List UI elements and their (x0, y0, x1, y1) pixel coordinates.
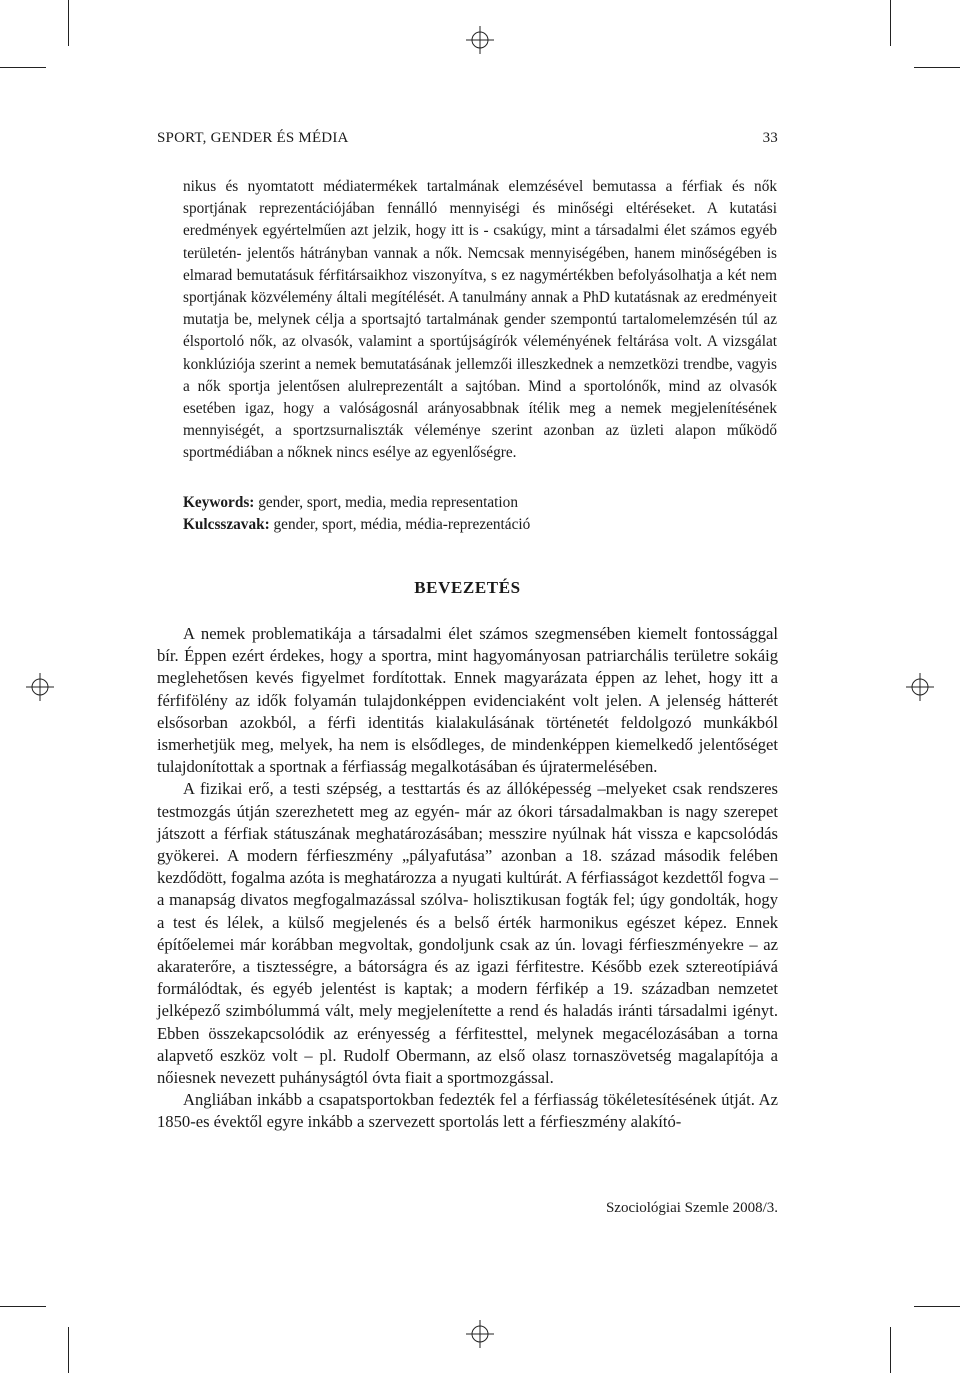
abstract: nikus és nyomtatott médiatermékek tartalmának elemzésével bemutassa a férfiak és nők sportjának reprezentációjában fennálló mennyiségi és minőségi eltéréseket. A kutatási eredmények egyértelműen azt jelzik, hogy itt is - csakúgy, mint a társadalmi élet számos egyéb területén- jelentős hátrányban vannak a nők. Nemcsak mennyiségében, hanem minőségében is elmarad bemutatásuk férfitársaikhoz viszonyítva, s ez nagymértékben befolyásolhatja a két nem sportjának közvélemény általi megítélését. A tanulmány annak a PhD kutatásnak az eredményeit mutatja be, melynek célja a sportsajtó tartalmának gender szempontú tartalomelemzésén túl az élsportoló nők, az olvasók, valamint a sportújságírók véleményének feltárása volt. A vizsgálat konklúziója szerint a nemek bemutatásának jellemzői illeszkednek a nemzetközi trendbe, vagyis a nők sportja jelentősen alulreprezentált a sajtóban. Mind a sportolónők, mind az olvasók esetében igaz, hogy a valóságosnál arányosabbnak ítélik meg a nemek megjelenítésének mennyiségét, a sportzsurnaliszták véleménye szerint azonban az üzleti alapon működő sportmédiában a nőknek nincs esélye az egyenlőségre. (183, 178, 777, 462)
section-title: BEVEZETÉS (414, 578, 521, 597)
paragraph: A fizikai erő, a testi szépség, a testtartás és az állóképesség –melyeket csak rendszeres testmozgás útján szerezhetett meg az egyén- már az ókori társadalmakban is nagy szerepet játszott a férfiak státuszának meghatározásában; messzire nyúlnak hát vissza e kapcsolódás gyökerei. A modern férfieszmény „pályafutása” azonban a 18. század második felében kezdődött, fogalma azóta is meghatározza a nyugati kultúrát. A férfiasságot kezdettől fogva –a manapság divatos megfogalmazással szólva- holisztikusan fogták fel; úgy gondolták, hogy a test és lélek, a külső megjelenés és a belső érték harmonikus egészet képez. Ennek építőelemei már korábban megvoltak, gondoljunk csak az ún. lovagi férfieszményekre – az akaraterőre, a tisztességre, a bátorságra és az igazi férfitestre. Később ezek sztereotípiává formálódtak, és egyéb jelentést is kaptak; a modern férfikép a 19. században nemzetet jelképező szimbólummá vált, mely megjelenítette a rend és haladás iránti társadalmi igényt. Ebben összekapcsolódik az erényesség a férfitesttel, melynek megacélozásában a torna alapvető eszköz volt – pl. Rudolf Obermann, az első olasz tornaszövetség magalapítója a nőiesnek nevezett puhányságtól óvta fiait a sportmozgással. (157, 779, 778, 1088)
keywords-en (183, 492, 777, 514)
registration-mark-icon (26, 673, 54, 701)
crop-mark (890, 0, 891, 46)
crop-mark (914, 67, 960, 68)
keywords-hu-label: Kulcsszavak: (183, 516, 270, 533)
registration-mark-icon (466, 1320, 494, 1348)
keywords-block (183, 492, 777, 536)
registration-mark-icon (906, 673, 934, 701)
running-head-title: SPORT, GENDER ÉS MÉDIA (157, 130, 349, 146)
registration-mark-icon (466, 26, 494, 54)
paragraph: A nemek problematikája a társadalmi élet számos szegmensében kiemelt fontossággal bír. Éppen ezért érdekes, hogy a sportra, mint hagyományosan patriarchális területre sokáig meglehetősen kevés figyelmet fordítottak. Ennek magyarázata éppen az lehet, hogy itt a férfifölény az idők folyamán tulajdonképpen evidenciaként volt jelen. A jelenség hátterét elsősorban azokból, a férfi identitás kialakulásának történetét feldolgozó munkákból ismerhetjük meg, melyek, ha nem is elsődleges, de mindenképpen kiemelkedő jelentőséget tulajdonítottak a sportnak a férfiasság megalkotásában és újratermelésében. (157, 624, 778, 777)
keywords-hu (183, 514, 777, 536)
crop-mark (0, 67, 46, 68)
crop-mark (890, 1327, 891, 1373)
journal-footer: Szociológiai Szemle 2008/3. (605, 1200, 778, 1216)
crop-mark (0, 1306, 46, 1307)
keywords-en-value: gender, sport, media, media representation (254, 494, 518, 511)
paragraph: Angliában inkább a csapatsportokban fedezték fel a férfiasság tökéletesítésének útját. Az 1850-es évektől egyre inkább a szervezett sportolás lett a férfieszmény alakító- (157, 1090, 778, 1132)
page-number: 33 (762, 130, 778, 146)
crop-mark (914, 1306, 960, 1307)
crop-mark (68, 0, 69, 46)
keywords-en-label: Keywords: (183, 494, 255, 511)
body-text (157, 623, 778, 1134)
keywords-hu-value: gender, sport, média, média-reprezentáció (269, 516, 531, 533)
crop-mark (68, 1327, 69, 1373)
